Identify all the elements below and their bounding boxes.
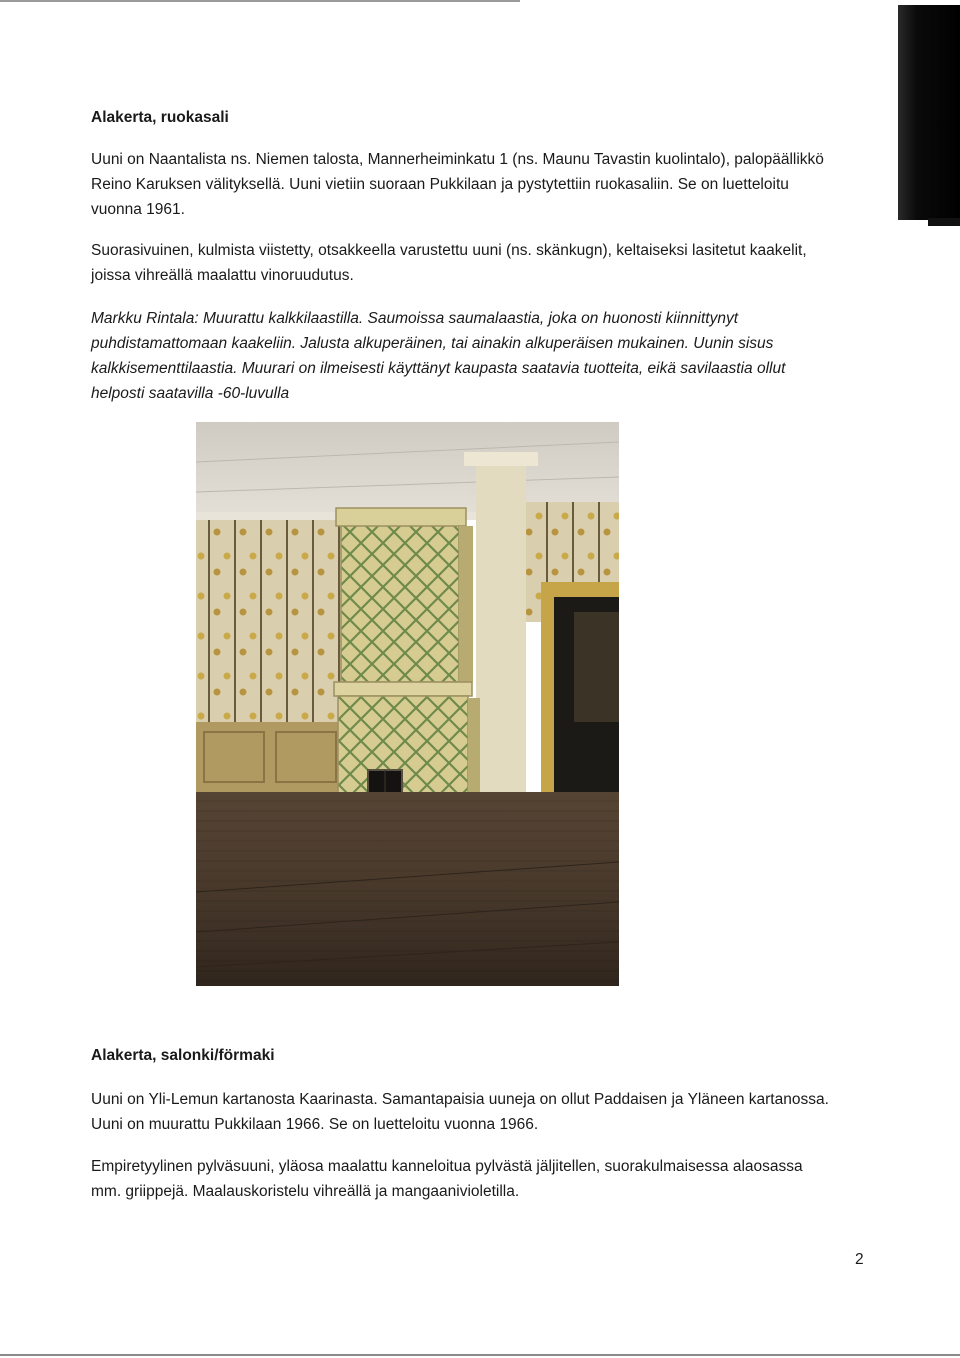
scan-margin-bar: [898, 5, 960, 220]
section-heading-ruokasali: Alakerta, ruokasali: [91, 109, 229, 126]
scan-top-edge: [0, 0, 520, 2]
paragraph-description-2: [91, 1154, 871, 1204]
text-line: Reino Karuksen välityksellä. Uuni vietiin suoraan Pukkilaan ja pystytettiin ruokasaliin. Se on luetteloitu: [91, 176, 789, 193]
paragraph-origin-2: [91, 1087, 871, 1137]
scan-margin-bar-tail: [928, 218, 960, 226]
section-heading-salonki: Alakerta, salonki/förmaki: [91, 1047, 275, 1064]
text-line: Suorasivuinen, kulmista viistetty, otsakkeella varustettu uuni (ns. skänkugn), keltaiseksi lasitetut kaakelit,: [91, 242, 807, 259]
page-number: 2: [855, 1251, 864, 1268]
paragraph-origin: [91, 147, 871, 222]
paragraph-mason-note: [91, 306, 871, 406]
text-line: mm. griippejä. Maalauskoristelu vihreällä ja mangaanivioletilla.: [91, 1183, 520, 1200]
text-line: Empiretyylinen pylväsuuni, yläosa maalattu kanneloitua pylvästä jäljitellen, suorakulmaisessa alaosassa: [91, 1158, 803, 1175]
text-line: Markku Rintala: Muurattu kalkkilaastilla. Saumoissa saumalaastia, joka on huonosti kiinnittynyt: [91, 310, 738, 327]
text-line: kalkkisementtilaastia. Muurari on ilmeisesti käyttänyt kaupasta saatavia tuotteita, eikä savilaastia ollut: [91, 360, 786, 377]
stove-photo: [196, 422, 619, 986]
text-line: vuonna 1961.: [91, 201, 185, 218]
text-line: joissa vihreällä maalattu vinoruudutus.: [91, 267, 354, 284]
text-line: Uuni on Naantalista ns. Niemen talosta, Mannerheiminkatu 1 (ns. Maunu Tavastin kuolintalo), palopäällikkö: [91, 151, 824, 168]
stove-crown: [336, 508, 466, 526]
stove-upper-body: [341, 522, 459, 682]
text-line: puhdistamattomaan kaakeliin. Jalusta alkuperäinen, tai ainakin alkuperäisen mukainen. Uunin sisus: [91, 335, 774, 352]
scan-bottom-edge: [0, 1354, 960, 1356]
text-line: Uuni on Yli-Lemun kartanosta Kaarinasta. Samantapaisia uuneja on ollut Paddaisen ja Yläneen kartanossa.: [91, 1091, 829, 1108]
wallpaper-left: [196, 520, 348, 752]
text-line: helposti saatavilla -60-luvulla: [91, 385, 290, 402]
text-line: Uuni on muurattu Pukkilaan 1966. Se on luetteloitu vuonna 1966.: [91, 1116, 539, 1133]
paragraph-description: [91, 238, 871, 288]
